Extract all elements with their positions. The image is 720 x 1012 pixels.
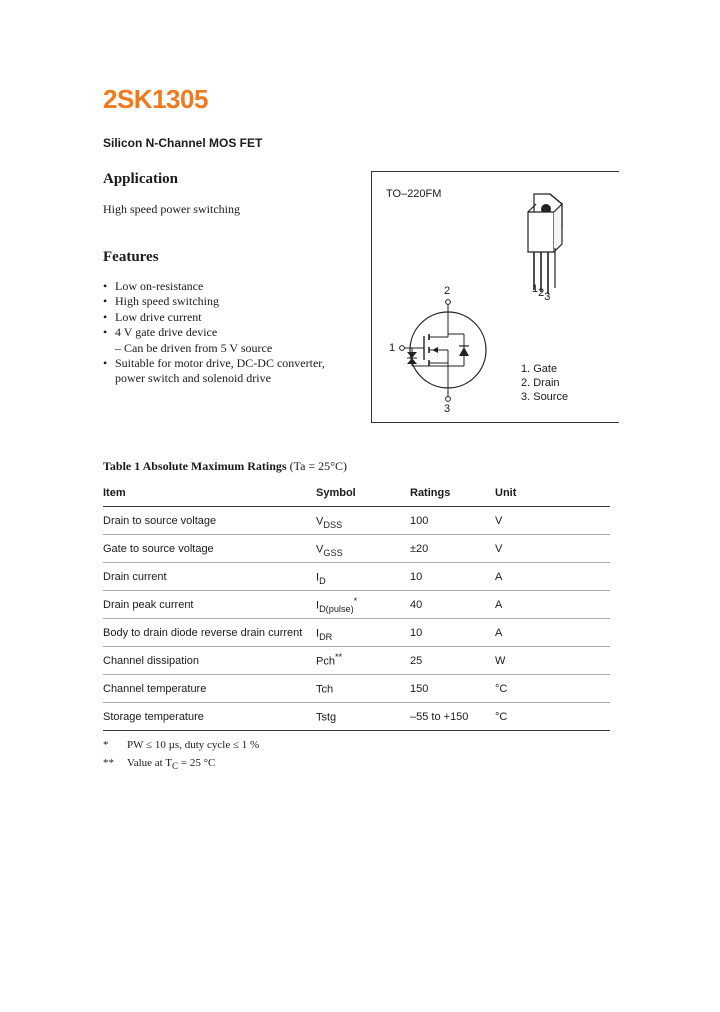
- features-heading: Features: [103, 249, 159, 265]
- item-cell: Channel dissipation: [103, 647, 316, 675]
- symbol-cell: $I_D$: [316, 563, 410, 591]
- pin-legend-item: 2. Drain: [521, 377, 560, 389]
- schematic-pin-1-label: 1: [389, 342, 396, 354]
- pin-legend-item: 3. Source: [521, 391, 569, 403]
- rating-cell: 25: [410, 647, 495, 675]
- rating-cell: 10: [410, 619, 495, 647]
- schematic-pin-2-label: 2: [444, 285, 451, 297]
- rating-cell: 150: [410, 675, 495, 703]
- table-row: [103, 703, 610, 731]
- item-cell: Drain current: [103, 563, 316, 591]
- pin-legend-item: 1. Gate: [521, 363, 558, 375]
- feature-subitem: power switch and solenoid drive: [115, 371, 271, 386]
- pin-number: 3: [544, 291, 551, 303]
- unit-cell: °C: [495, 703, 610, 731]
- symbol-cell: $V_{GSS}$: [316, 535, 410, 563]
- column-header-unit: Unit: [495, 479, 610, 507]
- feature-item: • High speed switching: [103, 294, 219, 309]
- unit-cell: °C: [495, 675, 610, 703]
- package-diagram-box: [371, 171, 619, 423]
- pin-number: 2: [538, 287, 545, 299]
- rating-cell: –55 to +150: [410, 703, 495, 731]
- table-footnotes: [103, 738, 259, 773]
- feature-item: • Low drive current: [103, 309, 202, 324]
- table-header-row: [103, 479, 610, 507]
- unit-cell: A: [495, 591, 610, 619]
- feature-subitem: – Can be driven from 5 V source: [115, 340, 273, 355]
- item-cell: Drain to source voltage: [103, 507, 316, 535]
- application-text: High speed power switching: [103, 202, 240, 216]
- unit-cell: V: [495, 535, 610, 563]
- application-heading: Application: [103, 171, 179, 187]
- feature-item: • Low on-resistance: [103, 279, 204, 293]
- item-cell: Storage temperature: [103, 703, 316, 731]
- item-cell: Channel temperature: [103, 675, 316, 703]
- mosfet-schematic-icon: [386, 284, 496, 420]
- pin-number: 1: [532, 283, 539, 295]
- part-number-title: 2SK1305: [103, 84, 208, 114]
- symbol-cell: Tstg: [316, 703, 410, 731]
- rating-cell: 100: [410, 507, 495, 535]
- package-name: TO–220FM: [386, 188, 442, 200]
- symbol-cell: $I_{D(pulse)}^*$: [316, 591, 410, 619]
- schematic-pin-3-label: 3: [444, 403, 451, 415]
- device-subtitle: Silicon N-Channel MOS FET: [103, 136, 263, 150]
- symbol-cell: Tch: [316, 675, 410, 703]
- footnote: ** Value at $T_C = 25$ °C: [103, 756, 216, 771]
- feature-item: • Suitable for motor drive, DC-DC converter,: [103, 356, 325, 371]
- table-row: [103, 507, 610, 535]
- table-caption: Table 1 Absolute Maximum Ratings (Ta = 25°C): [103, 459, 347, 473]
- feature-item: • 4 V gate drive device: [103, 325, 218, 340]
- symbol-cell: $V_{DSS}$: [316, 507, 410, 535]
- rating-cell: 40: [410, 591, 495, 619]
- column-header-symbol: Symbol: [316, 479, 410, 507]
- pin-legend: [521, 362, 568, 404]
- table-row: [103, 563, 610, 591]
- features-list: [103, 279, 325, 387]
- table-row: [103, 591, 610, 619]
- unit-cell: A: [495, 619, 610, 647]
- item-cell: Drain peak current: [103, 591, 316, 619]
- table-row: [103, 647, 610, 675]
- package-pin-numbers: [532, 283, 551, 303]
- column-header-item: Item: [103, 479, 316, 507]
- table-row: [103, 619, 610, 647]
- unit-cell: V: [495, 507, 610, 535]
- symbol-cell: Pch**: [316, 647, 410, 675]
- item-cell: Body to drain diode reverse drain current: [103, 619, 316, 647]
- table-row: [103, 675, 610, 703]
- unit-cell: W: [495, 647, 610, 675]
- symbol-cell: $I_{DR}$: [316, 619, 410, 647]
- rating-cell: ±20: [410, 535, 495, 563]
- column-header-ratings: Ratings: [410, 479, 495, 507]
- item-cell: Gate to source voltage: [103, 535, 316, 563]
- absolute-maximum-ratings-table: [103, 479, 610, 731]
- rating-cell: 10: [410, 563, 495, 591]
- footnote: * PW ≤ 10 µs, duty cycle ≤ 1 %: [103, 739, 260, 751]
- table-row: [103, 535, 610, 563]
- unit-cell: A: [495, 563, 610, 591]
